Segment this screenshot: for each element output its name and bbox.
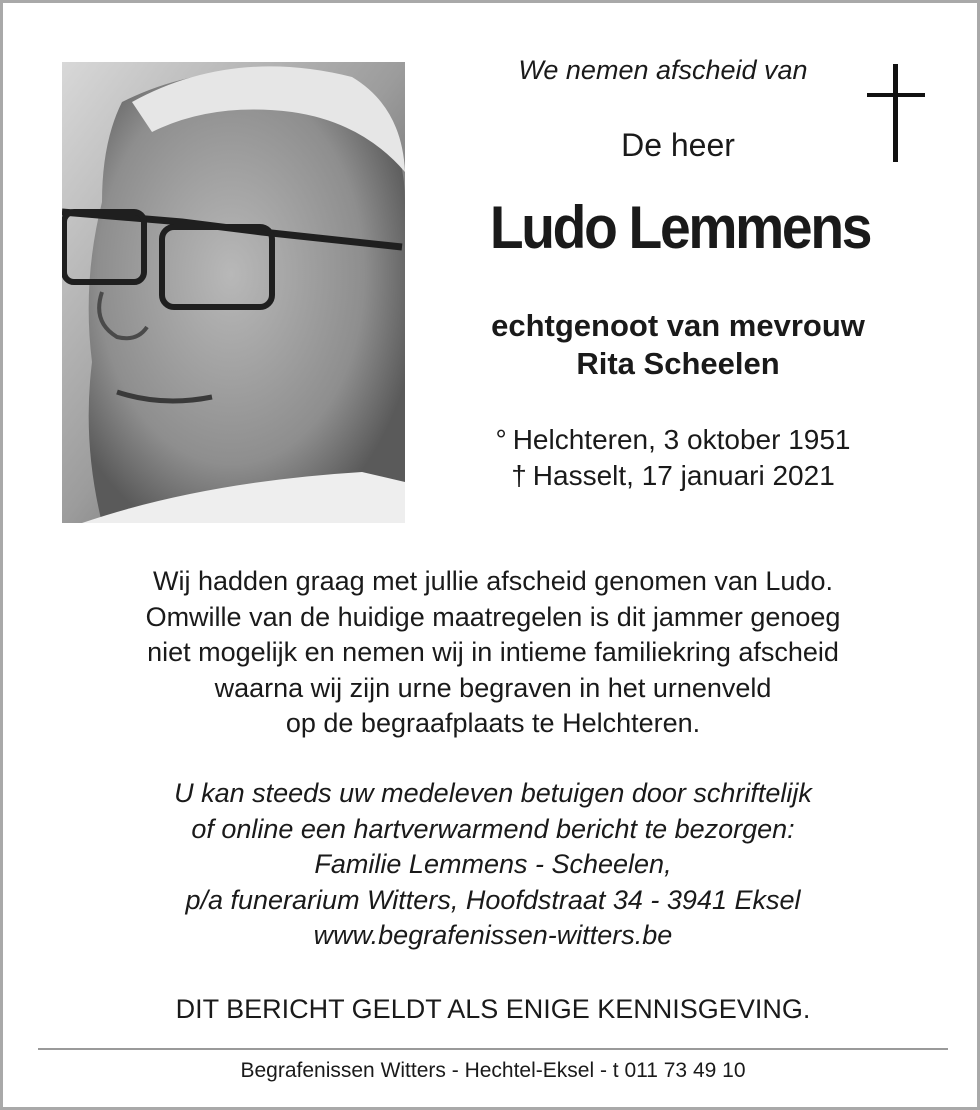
footer-text: Begrafenissen Witters - Hechtel-Eksel - t 011 73 49 10: [240, 1059, 746, 1082]
message-line: op de begraafplaats te Helchteren.: [285, 708, 701, 738]
honorific: De heer: [621, 127, 735, 163]
birth-symbol: °: [495, 424, 507, 455]
condolence-line: U kan steeds uw medeleven betuigen door schriftelijk: [174, 778, 812, 808]
spouse-info: [423, 307, 933, 383]
condolence-paragraph: [43, 776, 943, 954]
message-line: Wij hadden graag met jullie afscheid genomen van Ludo.: [153, 566, 833, 596]
portrait-photo: [62, 62, 405, 523]
condolence-line: Familie Lemmens - Scheelen,: [314, 849, 672, 879]
message-line: Omwille van de huidige maatregelen is dit jammer genoeg: [145, 601, 841, 632]
notice-text: DIT BERICHT GELDT ALS ENIGE KENNISGEVING.: [175, 994, 811, 1024]
deceased-name: Ludo Lemmens: [489, 194, 871, 261]
birth-line: [423, 422, 923, 458]
divider: [38, 1048, 948, 1050]
death-symbol: †: [511, 460, 527, 491]
message-line: waarna wij zijn urne begraven in het urnenveld: [214, 672, 772, 703]
spouse-line: Rita Scheelen: [576, 346, 780, 381]
condolence-line: p/a funerarium Witters, Hoofdstraat 34 - 3941 Eksel: [185, 884, 801, 915]
condolence-website: www.begrafenissen-witters.be: [313, 920, 673, 950]
condolence-line: of online een hartverwarmend bericht te bezorgen:: [191, 813, 795, 844]
life-dates: [423, 422, 923, 494]
intro-text: We nemen afscheid van: [518, 55, 808, 85]
spouse-line: echtgenoot van mevrouw: [491, 308, 865, 343]
message-paragraph: [43, 564, 943, 742]
message-line: niet mogelijk en nemen wij in intieme familiekring afscheid: [147, 637, 839, 667]
death-text: Hasselt, 17 januari 2021: [532, 460, 835, 491]
birth-text: Helchteren, 3 oktober 1951: [512, 424, 851, 455]
death-line: [423, 458, 923, 494]
